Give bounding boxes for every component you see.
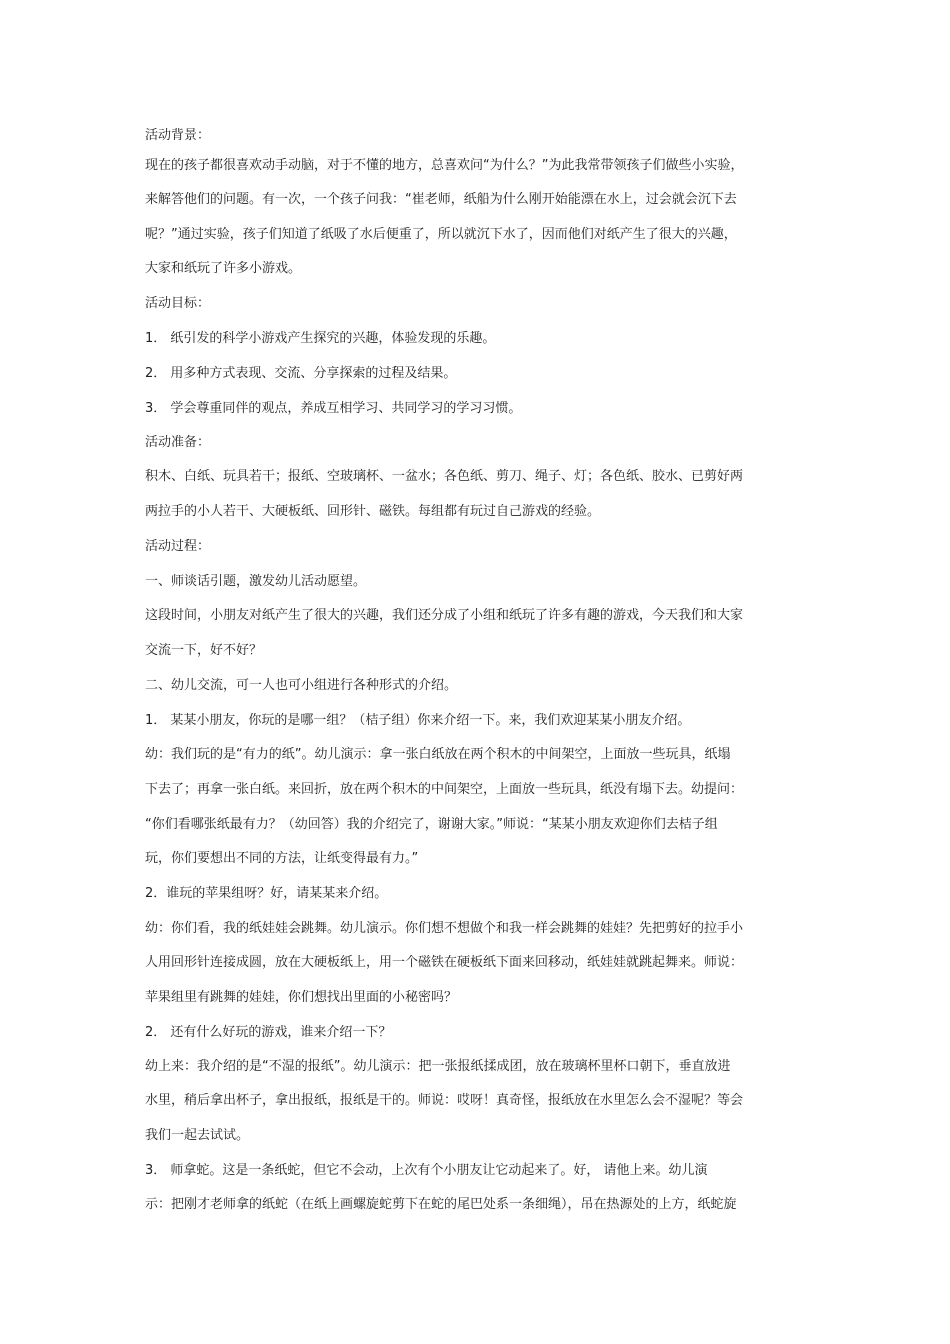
- text-line: 下去了；再拿一张白纸。来回折，放在两个积木的中间架空，上面放一些玩具，纸没有塌下去。幼提问：: [145, 782, 744, 797]
- text-line: 1． 纸引发的科学小游戏产生探究的兴趣，体验发现的乐趣。: [145, 331, 496, 346]
- text-line: 呢？”通过实验，孩子们知道了纸吸了水后便重了，所以就沉下水了，因而他们对纸产生了很大的兴趣，: [145, 227, 737, 242]
- text-line: 这段时间，小朋友对纸产生了很大的兴趣，我们还分成了小组和纸玩了许多有趣的游戏，今天我们和大家: [145, 608, 744, 623]
- text-line: 3． 学会尊重同伴的观点，养成互相学习、共同学习的学习习惯。: [145, 401, 522, 416]
- text-line: 一、师谈话引题，激发幼儿活动愿望。: [145, 574, 367, 589]
- section-heading-goals: 活动目标：: [145, 296, 211, 311]
- text-line: 幼：你们看，我的纸娃娃会跳舞。幼儿演示。你们想不想做个和我一样会跳舞的娃娃？先把剪好的拉手小: [145, 921, 744, 936]
- section-heading-preparation: 活动准备：: [145, 435, 211, 450]
- text-line: 两拉手的小人若干、大硬板纸、回形针、磁铁。每组都有玩过自己游戏的经验。: [145, 504, 601, 519]
- text-line: 积木、白纸、玩具若干；报纸、空玻璃杯、一盆水；各色纸、剪刀、绳子、灯；各色纸、胶水、已剪好两: [145, 469, 744, 484]
- text-line: 幼上来：我介绍的是“不湿的报纸”。幼儿演示：把一张报纸揉成团，放在玻璃杯里杯口朝下，垂直放进: [145, 1059, 731, 1074]
- text-line: 2．谁玩的苹果组呀？好，请某某来介绍。: [145, 886, 388, 901]
- text-line: 水里，稍后拿出杯子，拿出报纸，报纸是干的。师说：哎呀！真奇怪，报纸放在水里怎么会不湿呢？等会: [145, 1093, 744, 1108]
- text-line: 示：把刚才老师拿的纸蛇（在纸上画螺旋蛇剪下在蛇的尾巴处系一条细绳），吊在热源处的上方，纸蛇旋: [145, 1197, 737, 1212]
- text-line: 我们一起去试试。: [145, 1128, 250, 1143]
- text-line: 3． 师拿蛇。这是一条纸蛇，但它不会动，上次有个小朋友让它动起来了。好， 请他上来。幼儿演: [145, 1163, 708, 1178]
- text-line: 人用回形针连接成圆，放在大硬板纸上，用一个磁铁在硬板纸下面来回移动，纸娃娃就跳起舞来。师说：: [145, 955, 744, 970]
- text-line: 苹果组里有跳舞的娃娃，你们想找出里面的小秘密吗？: [145, 990, 458, 1005]
- text-line: 大家和纸玩了许多小游戏。: [145, 261, 302, 276]
- text-line: 幼：我们玩的是“有力的纸”。幼儿演示：拿一张白纸放在两个积木的中间架空，上面放一些玩具，纸塌: [145, 747, 731, 762]
- text-line: 2． 还有什么好玩的游戏，谁来介绍一下？: [145, 1025, 392, 1040]
- text-line: 交流一下，好不好？: [145, 643, 263, 658]
- text-line: 2． 用多种方式表现、交流、分享探索的过程及结果。: [145, 366, 457, 381]
- text-line: 来解答他们的问题。有一次，一个孩子问我：“崔老师，纸船为什么刚开始能漂在水上，过会就会沉下去: [145, 192, 737, 207]
- section-heading-background: 活动背景：: [145, 128, 211, 143]
- section-heading-process: 活动过程：: [145, 539, 211, 554]
- text-line: 1． 某某小朋友，你玩的是哪一组？（桔子组）你来介绍一下。来，我们欢迎某某小朋友介绍。: [145, 713, 691, 728]
- text-line: 现在的孩子都很喜欢动手动脑，对于不懂的地方，总喜欢问“为什么？”为此我常带领孩子们做些小实验，: [145, 158, 744, 173]
- text-line: 玩，你们要想出不同的方法，让纸变得最有力。”: [145, 851, 419, 866]
- text-line: 二、幼儿交流，可一人也可小组进行各种形式的介绍。: [145, 678, 458, 693]
- text-line: “你们看哪张纸最有力？（幼回答）我的介绍完了，谢谢大家。”师说：“某某小朋友欢迎你们去桔子组: [145, 817, 718, 832]
